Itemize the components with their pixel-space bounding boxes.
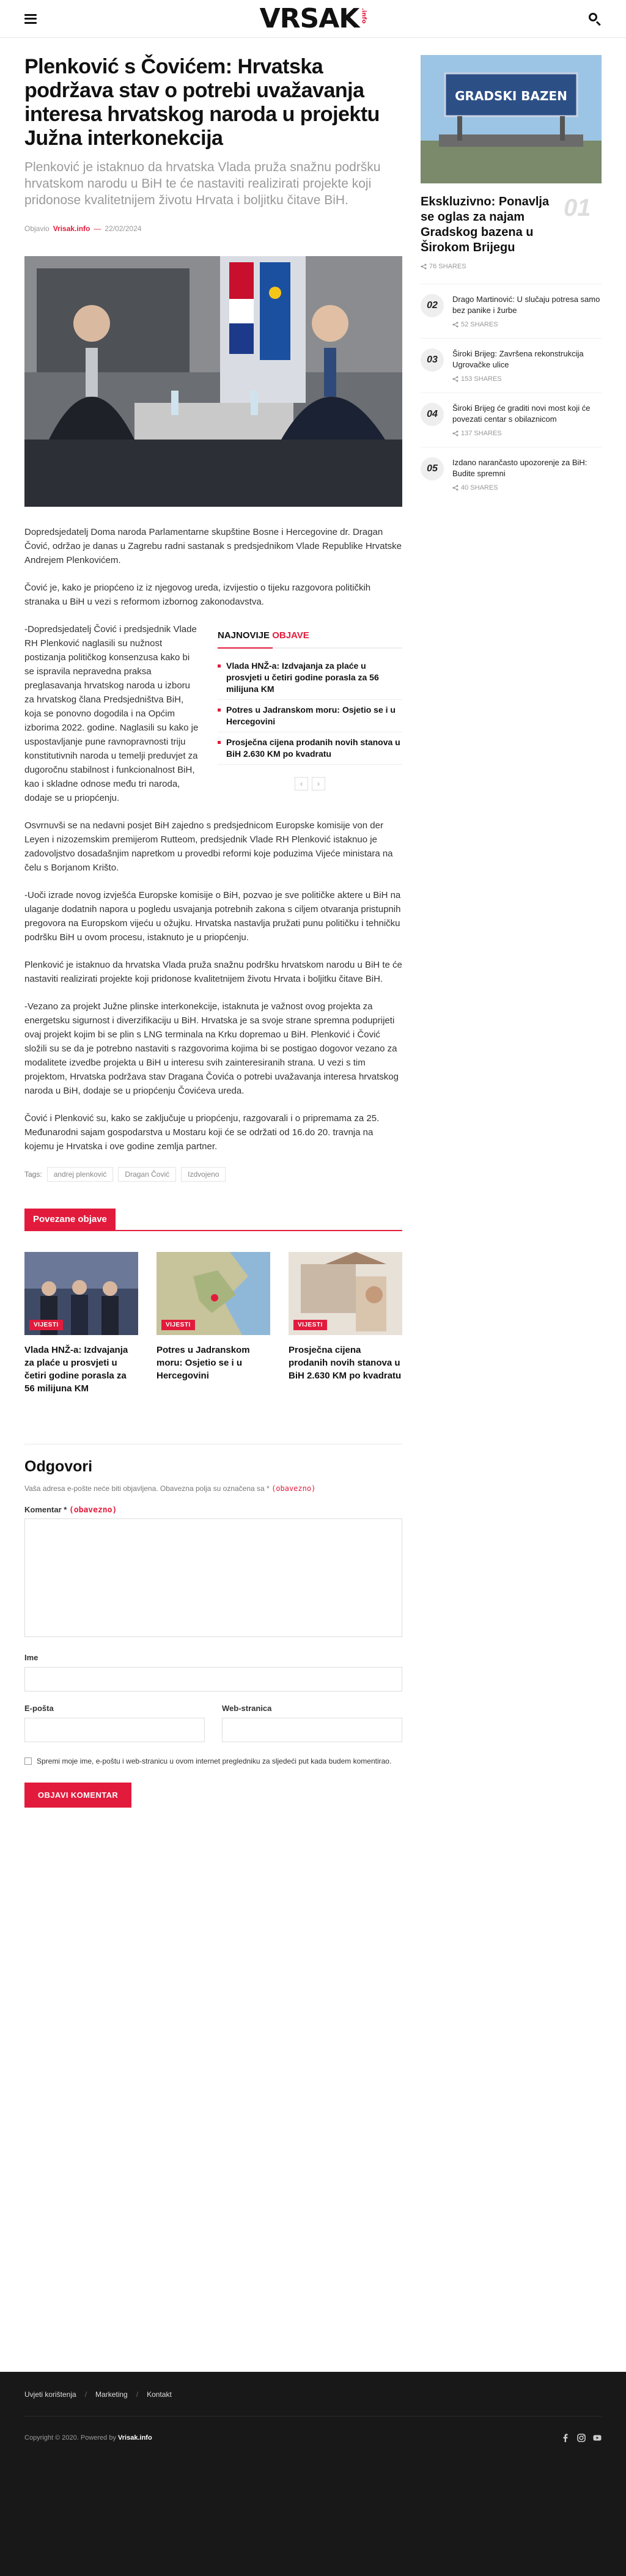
comments-note-text: Vaša adresa e-pošte neće biti objavljena. Obavezna polja su označena sa * <box>24 1484 270 1493</box>
consent-checkbox[interactable] <box>24 1757 32 1765</box>
author-link[interactable]: Vrisak.info <box>53 224 90 233</box>
latest-heading <box>218 628 402 649</box>
footer-link-marketing[interactable]: Marketing <box>95 2390 128 2399</box>
article-paragraph: Plenković je istaknuo da hrvatska Vlada pruža snažnu podršku hrvatskom narodu u BiH te će nastaviti realizirati projekte koji pridonose kvalitetnijem životu Hrvata i boljitku čitave BiH. <box>24 960 402 984</box>
sidebar-item-title[interactable]: Drago Martinović: U slučaju potresa samo bez panike i žurbe <box>452 295 600 315</box>
featured-shares <box>421 263 555 270</box>
instagram-icon[interactable] <box>577 2434 586 2442</box>
category-badge[interactable]: VIJESTI <box>161 1320 195 1330</box>
related-thumbnail[interactable] <box>156 1252 270 1335</box>
comment-label <box>24 1505 402 1515</box>
article-paragraph: Čović je, kako je priopćeno iz iz njegovog ureda, izvijestio o tijeku razgovora političkih stranaka u BiH u vezi s reformom izbornog zakonodavstva. <box>24 583 371 607</box>
shares-count: 153 SHARES <box>461 375 502 383</box>
article-main <box>24 38 402 1808</box>
tag-link[interactable]: Dragan Čović <box>118 1167 176 1182</box>
tags-row <box>24 1167 402 1182</box>
footer-link-terms[interactable]: Uvjeti korištenja <box>24 2390 76 2399</box>
latest-heading-b: OBJAVE <box>272 630 309 641</box>
sidebar-item[interactable] <box>421 447 602 501</box>
sidebar-item-number: 04 <box>421 403 444 426</box>
meta-prefix: Objavio <box>24 224 50 233</box>
featured-row <box>421 194 602 270</box>
required-mark: (obavezno) <box>271 1484 316 1493</box>
next-button[interactable]: › <box>312 777 325 790</box>
shares-count: 52 SHARES <box>461 321 498 328</box>
sidebar-item-title[interactable]: Izdano narančasto upozorenje za BiH: Budite spremni <box>452 458 587 478</box>
related-card[interactable] <box>289 1252 402 1395</box>
sidebar-item-number: 03 <box>421 348 444 372</box>
article-paragraph: Dopredsjedatelj Doma naroda Parlamentarne skupštine Bosne i Hercegovine dr. Dragan Čović, održao je danas u Zagrebu radni sastanak s predsjednikom Vlade Republike Hrvatske Andrejem Plenkovićem. <box>24 527 402 565</box>
featured-sign-text: GRADSKI BAZEN <box>455 89 567 103</box>
sidebar-item[interactable] <box>421 338 602 392</box>
article-paragraph: -Vezano za projekt Južne plinske interkonekcije, istaknuta je važnost ovog projekta za energetsku sigurnost i diverzifikaciju u BiH. Hrvatska je sa svoje strane spremna poduprijeti ovaj projekt kojim bi se plin s LNG terminala na Krku dopremao u BiH. Plenković i Čović složili su se da je potrebno nastaviti s razgovorima kojima bi se postigao dogovor vezano za modalitete izvedbe projekta u BiH u interesu svih zainteresiranih strana. U vezi s tim projektom, Hrvatska podržava stav Dragana Čovića o potrebi uvažavanja interesa hrvatskog naroda u BiH, dodaje se u priopćenju Čovićeva ureda. <box>24 1001 399 1096</box>
latest-pager <box>218 777 402 790</box>
social-icons <box>561 2434 602 2442</box>
comment-textarea[interactable] <box>24 1518 402 1637</box>
latest-item[interactable]: Vlada HNŽ-a: Izdvajanja za plaće u prosvjeti u četiri godine porasla za 56 milijuna KM <box>218 656 402 700</box>
related-title[interactable]: Vlada HNŽ-a: Izdvajanja za plaće u prosvjeti u četiri godine porasla za 56 milijuna KM <box>24 1345 128 1394</box>
share-icon <box>452 376 458 382</box>
related-card[interactable] <box>24 1252 138 1395</box>
footer-divider: / <box>84 2390 87 2399</box>
latest-heading-a: NAJNOVIJE <box>218 630 270 641</box>
related-heading: Povezane objave <box>24 1209 116 1230</box>
facebook-icon[interactable] <box>561 2434 570 2442</box>
category-badge[interactable]: VIJESTI <box>293 1320 327 1330</box>
sidebar-popular-list <box>421 284 602 501</box>
share-icon <box>452 485 458 491</box>
site-footer <box>0 2372 626 2576</box>
article-meta <box>24 224 402 233</box>
site-logo[interactable] <box>259 2 367 34</box>
consent-text: Spremi moje ime, e-poštu i web-stranicu u ovom internet pregledniku za sljedeći put kada budem komentirao. <box>37 1757 392 1765</box>
search-icon[interactable] <box>588 12 602 26</box>
article-body <box>24 525 402 1154</box>
email-label: E-pošta <box>24 1704 54 1713</box>
latest-item[interactable]: Potres u Jadranskom moru: Osjetio se i u Hercegovini <box>218 700 402 732</box>
copyright <box>24 2434 152 2442</box>
sidebar-item[interactable] <box>421 392 602 447</box>
name-field[interactable] <box>24 1667 402 1691</box>
related-card[interactable] <box>156 1252 270 1395</box>
article-paragraph: -Uoči izrade novog izvješća Europske komisije o BiH, pozvao je sve političke aktere u BiH na ulaganje dodatnih napora u pogledu usvajanja potrebnih zakona s ciljem otvaranja pristupnih pregovora na Europskom vijeću u ožujku. Hrvatska nastavlja pružati punu političku i tehničku podršku BiH u ovom procesu, istaknuto je u priopćenju. <box>24 890 401 943</box>
footer-divider: / <box>136 2390 139 2399</box>
required-mark: (obavezno) <box>68 1506 117 1515</box>
logo-text: VRSAK <box>259 2 359 34</box>
prev-button[interactable]: ‹ <box>295 777 308 790</box>
article-paragraph: Osvrnuvši se na nedavni posjet BiH zajedno s predsjednicom Europske komisije von der Leyen i nizozemskim premijerom Rutteom, predsjednik Vlade RH Plenković istaknuo je zadovoljstvo dosadašnjim napretkom u provedbi reformi koje poduzima Vijeće ministara na čelu s Borjanom Krišto. <box>24 820 393 873</box>
sidebar-item-title[interactable]: Široki Brijeg će graditi novi most koji će povezati centar s obilaznicom <box>452 403 591 424</box>
comments-heading: Odgovori <box>24 1458 93 1475</box>
footer-link-contact[interactable]: Kontakt <box>147 2390 172 2399</box>
featured-image[interactable] <box>421 55 602 183</box>
logo-suffix: .info <box>360 7 367 24</box>
related-thumbnail[interactable] <box>289 1252 402 1335</box>
comments-section <box>24 1444 402 1808</box>
comment-label-text: Komentar * <box>24 1505 67 1514</box>
sidebar-item-shares <box>452 321 602 328</box>
inline-content-row <box>24 622 402 805</box>
sidebar-item-title[interactable]: Široki Brijeg: Završena rekonstrukcija Ugrovačke ulice <box>452 349 584 369</box>
sidebar-item-shares <box>452 375 602 383</box>
sidebar-item-shares <box>452 484 602 491</box>
related-posts <box>24 1252 402 1395</box>
menu-icon[interactable] <box>24 14 37 24</box>
related-thumbnail[interactable] <box>24 1252 138 1335</box>
shares-count: 40 SHARES <box>461 484 498 491</box>
website-wrapper <box>222 1691 402 1742</box>
featured-title[interactable]: Ekskluzivno: Ponavlja se oglas za najam Gradskog bazena u Širokom Brijegu <box>421 195 550 254</box>
sidebar-item[interactable] <box>421 284 602 338</box>
latest-item[interactable]: Prosječna cijena prodanih novih stanova u BiH 2.630 KM po kvadratu <box>218 732 402 765</box>
site-header <box>0 0 626 38</box>
sidebar-item-number: 05 <box>421 457 444 480</box>
sidebar <box>421 38 602 1808</box>
sidebar-item-shares <box>452 430 602 437</box>
share-icon <box>452 430 458 436</box>
footer-links <box>24 2372 602 2399</box>
article-hero-image <box>24 256 402 507</box>
website-label: Web-stranica <box>222 1704 272 1713</box>
related-title[interactable]: Prosječna cijena prodanih novih stanova u BiH 2.630 KM po kvadratu <box>289 1345 402 1381</box>
latest-list <box>218 656 402 765</box>
website-field[interactable] <box>222 1718 402 1742</box>
article-paragraph: -Dopredsjedatelj Čović i predsjednik Vlade RH Plenković naglasili su nužnost postizanja političkog konsenzusa kako bi se ispravila nepravedna praksa preglasavanja hrvatskog naroda u izboru za hrvatskog člana Predsjedništva BiH, koja se ponovno dogodila i na Općim izborima 2022. godine. Naglasili su kako je uspostavljanje pune ravnopravnosti triju konstitutivnih naroda u temelji preduvjet za dugoročnu stabilnost i funkcionalnost BiH, kao i skladne odnose među tri naroda, dodaje se u priopćenju. <box>24 624 199 803</box>
tag-link[interactable]: andrej plenković <box>47 1167 114 1182</box>
meta-separator: — <box>94 224 101 233</box>
shares-count: 137 SHARES <box>461 430 502 437</box>
article-paragraph: Čović i Plenković su, kako se zaključuje u priopćenju, razgovarali i o pripremama za 25. Međunarodni sajam gospodarstva u Mostaru koji će se održati od 16.do 20. travnja na kojemu je Hrvatska i ove godine zemlja partner. <box>24 1113 380 1152</box>
article-subtitle: Plenković je istaknuo da hrvatska Vlada pruža snažnu podršku hrvatskom narodu u BiH te će nastaviti realizirati projekte koji pridonose kvalitetnijem životu Hrvata i boljitku čitave BiH. <box>24 160 381 207</box>
copyright-text: Copyright © 2020. Powered by <box>24 2434 116 2442</box>
latest-posts-widget <box>218 622 402 805</box>
tag-link[interactable]: Izdvojeno <box>181 1167 226 1182</box>
share-icon <box>421 263 427 270</box>
comments-note <box>24 1484 402 1493</box>
category-badge[interactable]: VIJESTI <box>29 1320 63 1330</box>
submit-comment-button[interactable]: OBJAVI KOMENTAR <box>24 1783 131 1808</box>
featured-number: 01 <box>564 194 591 221</box>
email-field[interactable] <box>24 1718 205 1742</box>
footer-bottom <box>24 2434 602 2442</box>
youtube-icon[interactable] <box>593 2434 602 2442</box>
copyright-brand[interactable]: Vrisak.info <box>118 2434 152 2442</box>
email-website-row <box>24 1691 402 1742</box>
related-title[interactable]: Potres u Jadranskom moru: Osjetio se i u Hercegovini <box>156 1345 250 1381</box>
share-icon <box>452 322 458 328</box>
article-date: 22/02/2024 <box>105 224 142 233</box>
tags-label: Tags: <box>24 1170 42 1179</box>
save-info-consent <box>24 1756 402 1767</box>
related-heading-bar <box>24 1209 402 1231</box>
email-wrapper <box>24 1691 205 1742</box>
sidebar-item-number: 02 <box>421 294 444 317</box>
name-label: Ime <box>24 1653 39 1662</box>
shares-count: 76 SHARES <box>429 263 466 270</box>
article-title: Plenković s Čovićem: Hrvatska podržava stav o potrebi uvažavanja interesa hrvatskog naroda u projektu Južna interkonekcija <box>24 55 380 150</box>
